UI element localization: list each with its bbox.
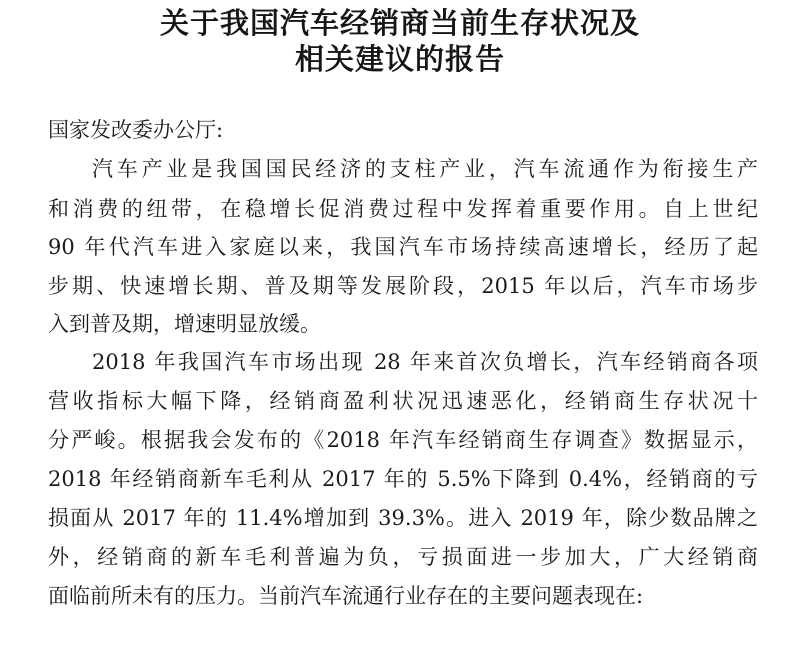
paragraph-1-line-2: 和消费的纽带，在稳增长促消费过程中发挥着重要作用。自上世纪 — [48, 197, 758, 221]
paragraph-1-line-3: 90 年代汽车进入家庭以来，我国汽车市场持续高速增长，经历了起 — [48, 235, 758, 259]
paragraph-1-line-1: 汽车产业是我国国民经济的支柱产业，汽车流通作为衔接生产 — [92, 157, 758, 181]
paragraph-2-line-7: 面临前所未有的压力。当前汽车流通行业存在的主要问题表现在: — [48, 584, 644, 608]
paragraph-1-line-5: 入到普及期，增速明显放缓。 — [48, 312, 321, 336]
paragraph-1-line-4: 步期、快速增长期、普及期等发展阶段，2015 年以后，汽车市场步 — [48, 274, 758, 298]
salutation: 国家发改委办公厅: — [48, 118, 224, 142]
paragraph-2-line-4: 2018 年经销商新车毛利从 2017 年的 5.5%下降到 0.4%，经销商的亏 — [48, 467, 758, 491]
paragraph-2-line-2: 营收指标大幅下降，经销商盈利状况迅速恶化，经销商生存状况十 — [48, 389, 758, 413]
paragraph-2-line-5: 损面从 2017 年的 11.4%增加到 39.3%。进入 2019 年，除少数品牌之 — [48, 506, 758, 530]
paragraph-2-line-3: 分严峻。根据我会发布的《2018 年汽车经销商生存调查》数据显示， — [48, 428, 758, 452]
document-title-line-2: 相关建议的报告 — [294, 42, 505, 76]
document-title-line-1: 关于我国汽车经销商当前生存状况及 — [159, 6, 640, 40]
paragraph-2-line-1: 2018 年我国汽车市场出现 28 年来首次负增长，汽车经销商各项 — [92, 350, 758, 374]
paragraph-2-line-6: 外，经销商的新车毛利普遍为负，亏损面进一步加大，广大经销商 — [48, 545, 758, 569]
